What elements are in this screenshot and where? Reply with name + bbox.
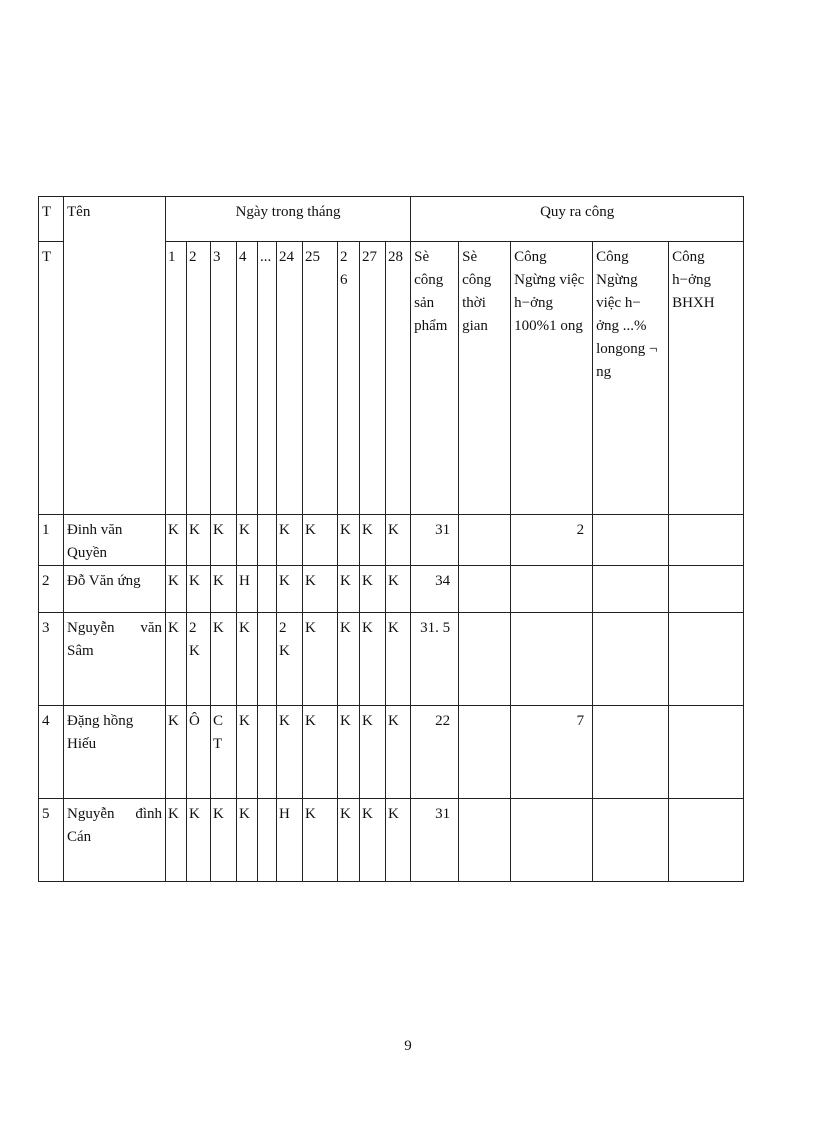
quy-cell — [669, 706, 744, 799]
day-cell: K — [166, 799, 187, 882]
quy-cell — [511, 566, 593, 613]
day-cell: K — [166, 613, 187, 706]
day-cell: K — [338, 515, 360, 566]
day-cell: K — [187, 799, 211, 882]
day-cell: K — [386, 515, 411, 566]
day-cell: H — [277, 799, 303, 882]
header-quy-col: Công Ngừng việc h−ởng 100%1 ong — [511, 242, 593, 515]
quy-cell — [459, 706, 511, 799]
day-cell: K — [187, 515, 211, 566]
table-row — [39, 515, 744, 566]
day-cell: K — [277, 706, 303, 799]
day-cell: K — [211, 613, 237, 706]
row-tt: 2 — [39, 566, 64, 613]
header-quy-group: Quy ra công — [411, 197, 744, 242]
header-day: 28 — [386, 242, 411, 515]
page-number: 9 — [404, 1038, 412, 1054]
header-day: 25 — [303, 242, 338, 515]
quy-cell: 7 — [511, 706, 593, 799]
day-cell: K — [360, 613, 386, 706]
day-cell: 2 K — [187, 613, 211, 706]
day-cell: K — [303, 613, 338, 706]
day-cell: K — [338, 799, 360, 882]
header-tt-top: T — [39, 197, 64, 242]
row-tt: 5 — [39, 799, 64, 882]
header-day: 2 — [187, 242, 211, 515]
quy-cell — [593, 613, 669, 706]
quy-cell: 31 — [411, 515, 459, 566]
table-row — [39, 566, 744, 613]
day-cell: K — [386, 566, 411, 613]
day-cell: K — [166, 566, 187, 613]
day-cell: K — [211, 566, 237, 613]
header-day: 1 — [166, 242, 187, 515]
row-name: Nguyễn đình Cán — [64, 799, 166, 882]
day-cell: K — [237, 515, 258, 566]
day-cell — [258, 706, 277, 799]
row-tt: 4 — [39, 706, 64, 799]
header-quy-col: Công Ngừng việc h− ởng ...% longong ¬ ng — [593, 242, 669, 515]
day-cell: K — [338, 706, 360, 799]
day-cell: K — [277, 515, 303, 566]
quy-cell — [459, 613, 511, 706]
quy-cell: 34 — [411, 566, 459, 613]
day-cell: K — [303, 515, 338, 566]
day-cell: K — [360, 706, 386, 799]
day-cell: K — [166, 706, 187, 799]
quy-cell — [669, 613, 744, 706]
quy-cell — [669, 566, 744, 613]
quy-cell — [593, 515, 669, 566]
day-cell: K — [237, 706, 258, 799]
day-cell: H — [237, 566, 258, 613]
quy-cell — [459, 566, 511, 613]
row-name: Đinh văn Quyền — [64, 515, 166, 566]
day-cell: K — [338, 613, 360, 706]
quy-cell — [669, 515, 744, 566]
header-tt-bottom: T — [39, 242, 64, 515]
header-row-top — [39, 197, 744, 242]
quy-cell — [593, 566, 669, 613]
row-name: Đặng hồng Hiếu — [64, 706, 166, 799]
day-cell: K — [277, 566, 303, 613]
day-cell — [258, 799, 277, 882]
quy-cell: 22 — [411, 706, 459, 799]
day-cell: K — [303, 706, 338, 799]
header-day: 2 6 — [338, 242, 360, 515]
table-row — [39, 613, 744, 706]
header-name: Tên — [64, 197, 166, 515]
day-cell: K — [211, 515, 237, 566]
quy-cell — [459, 515, 511, 566]
day-cell: K — [211, 799, 237, 882]
quy-cell: 31. 5 — [411, 613, 459, 706]
row-name: Đỗ Văn ứng — [64, 566, 166, 613]
day-cell: K — [237, 799, 258, 882]
table-row — [39, 706, 744, 799]
quy-cell — [511, 613, 593, 706]
day-cell: K — [360, 799, 386, 882]
day-cell: K — [237, 613, 258, 706]
day-cell: K — [338, 566, 360, 613]
header-quy-col: Sè công sản phẩm — [411, 242, 459, 515]
day-cell: K — [187, 566, 211, 613]
quy-cell — [669, 799, 744, 882]
header-quy-col: Sè công thời gian — [459, 242, 511, 515]
day-cell: 2 K — [277, 613, 303, 706]
day-cell: K — [386, 613, 411, 706]
table-row — [39, 799, 744, 882]
row-tt: 3 — [39, 613, 64, 706]
day-cell: K — [360, 515, 386, 566]
quy-cell — [593, 706, 669, 799]
quy-cell — [459, 799, 511, 882]
header-day: 4 — [237, 242, 258, 515]
quy-cell: 31 — [411, 799, 459, 882]
day-cell: C T — [211, 706, 237, 799]
header-day: 3 — [211, 242, 237, 515]
quy-cell — [593, 799, 669, 882]
day-cell: K — [386, 706, 411, 799]
day-cell — [258, 613, 277, 706]
day-cell — [258, 515, 277, 566]
quy-cell: 2 — [511, 515, 593, 566]
row-tt: 1 — [39, 515, 64, 566]
day-cell: K — [386, 799, 411, 882]
day-cell: K — [166, 515, 187, 566]
day-cell — [258, 566, 277, 613]
quy-cell — [511, 799, 593, 882]
header-day: 27 — [360, 242, 386, 515]
day-cell: K — [360, 566, 386, 613]
attendance-table — [38, 196, 744, 882]
day-cell: K — [303, 566, 338, 613]
day-cell: Ô — [187, 706, 211, 799]
header-day: ... — [258, 242, 277, 515]
header-days-group: Ngày trong tháng — [166, 197, 411, 242]
header-day: 24 — [277, 242, 303, 515]
row-name: Nguyễn văn Sâm — [64, 613, 166, 706]
header-quy-col: Công h−ởng BHXH — [669, 242, 744, 515]
day-cell: K — [303, 799, 338, 882]
